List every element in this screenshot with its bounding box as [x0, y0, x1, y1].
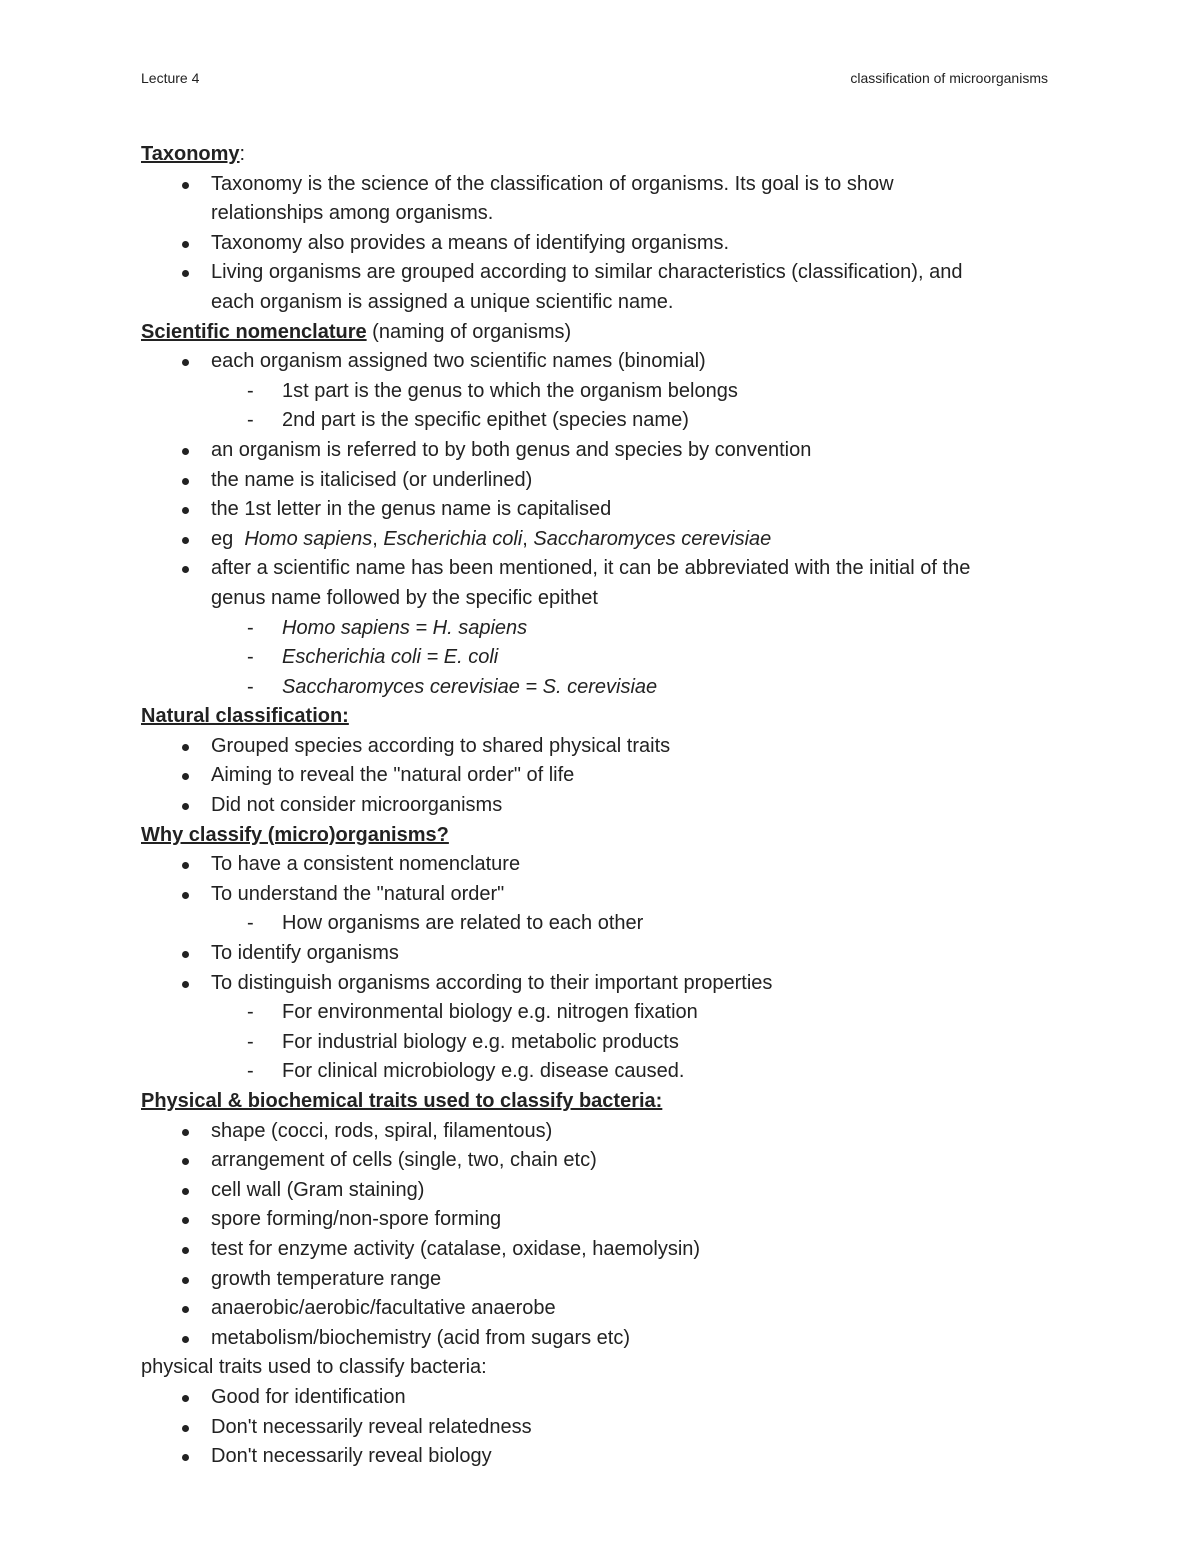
bullet-icon: [182, 1306, 189, 1313]
list-item: spore forming/non-spore forming: [141, 1205, 1056, 1235]
header-lecture: Lecture 4: [141, 70, 200, 86]
header-topic: classification of microorganisms: [850, 70, 1048, 86]
list-item: Taxonomy is the science of the classification of organisms. Its goal is to show: [141, 170, 1056, 200]
bullet-icon: [182, 744, 189, 751]
bullet-icon: [182, 951, 189, 958]
traits-heading: Physical & biochemical traits used to classify bacteria:: [141, 1090, 663, 1112]
natural-heading: Natural classification:: [141, 705, 349, 728]
bullet-icon: [182, 1247, 189, 1254]
list-item: To distinguish organisms according to their important properties: [141, 969, 1056, 999]
bullet-icon: [182, 241, 189, 248]
bullet-icon: [182, 1454, 189, 1461]
list-item: an organism is referred to by both genus and species by convention: [141, 436, 1056, 466]
bullet-icon: [182, 566, 189, 573]
dash-icon: -: [247, 616, 254, 639]
list-item: each organism assigned two scientific names (binomial): [141, 347, 1056, 377]
why-heading: Why classify (micro)organisms?: [141, 823, 449, 846]
taxonomy-heading: Taxonomy:: [141, 143, 246, 165]
list-item: anaerobic/aerobic/facultative anaerobe: [141, 1294, 1056, 1324]
dash-icon: -: [247, 912, 254, 935]
list-item-continuation: genus name followed by the specific epithet: [211, 586, 598, 609]
sub-list-item: - Escherichia coli = E. coli: [141, 643, 1056, 673]
list-item: Grouped species according to shared physical traits: [141, 732, 1056, 762]
sub-list-item: - Homo sapiens = H. sapiens: [141, 614, 1056, 644]
nomenclature-heading: Scientific nomenclature (naming of organisms): [141, 320, 572, 343]
bullet-icon: [182, 892, 189, 899]
dash-icon: -: [247, 646, 254, 669]
dash-icon: -: [247, 675, 254, 698]
list-item: Good for identification: [141, 1383, 1056, 1413]
dash-icon: -: [247, 379, 254, 402]
bullet-icon: [182, 270, 189, 277]
list-item: To identify organisms: [141, 939, 1056, 969]
list-item: test for enzyme activity (catalase, oxidase, haemolysin): [141, 1235, 1056, 1265]
document-body: [141, 140, 1056, 1472]
bullet-icon: [182, 182, 189, 189]
sub-list-item: - For industrial biology e.g. metabolic products: [141, 1028, 1056, 1058]
dash-icon: -: [247, 409, 254, 432]
list-item: Living organisms are grouped according to similar characteristics (classification), and: [141, 258, 1056, 288]
bullet-icon: [182, 773, 189, 780]
bullet-icon: [182, 1336, 189, 1343]
list-item-continuation: each organism is assigned a unique scientific name.: [211, 290, 674, 313]
list-item: after a scientific name has been mentioned, it can be abbreviated with the initial of the: [141, 554, 1056, 584]
list-item: Aiming to reveal the "natural order" of life: [141, 761, 1056, 791]
bullet-icon: [182, 803, 189, 810]
list-item: To have a consistent nomenclature: [141, 850, 1056, 880]
bullet-icon: [182, 1217, 189, 1224]
sub-list-item: - For clinical microbiology e.g. disease caused.: [141, 1057, 1056, 1087]
bullet-icon: [182, 448, 189, 455]
list-item-examples: eg Homo sapiens, Escherichia coli, Saccharomyces cerevisiae: [141, 525, 1056, 555]
list-item: arrangement of cells (single, two, chain etc): [141, 1146, 1056, 1176]
sub-list-item: - Saccharomyces cerevisiae = S. cerevisiae: [141, 673, 1056, 703]
list-item: Don't necessarily reveal relatedness: [141, 1413, 1056, 1443]
bullet-icon: [182, 981, 189, 988]
list-item: cell wall (Gram staining): [141, 1176, 1056, 1206]
physical-intro: physical traits used to classify bacteria:: [141, 1356, 487, 1379]
list-item: Did not consider microorganisms: [141, 791, 1056, 821]
dash-icon: -: [247, 1001, 254, 1024]
bullet-icon: [182, 1158, 189, 1165]
list-item: growth temperature range: [141, 1265, 1056, 1295]
bullet-icon: [182, 1277, 189, 1284]
dash-icon: -: [247, 1060, 254, 1083]
list-item: Don't necessarily reveal biology: [141, 1442, 1056, 1472]
list-item: Taxonomy also provides a means of identifying organisms.: [141, 229, 1056, 259]
list-item: the 1st letter in the genus name is capitalised: [141, 495, 1056, 525]
bullet-icon: [182, 1395, 189, 1402]
bullet-icon: [182, 862, 189, 869]
bullet-icon: [182, 359, 189, 366]
bullet-icon: [182, 507, 189, 514]
sub-list-item: - 1st part is the genus to which the organism belongs: [141, 377, 1056, 407]
bullet-icon: [182, 537, 189, 544]
list-item-continuation: relationships among organisms.: [211, 202, 494, 225]
bullet-icon: [182, 478, 189, 485]
bullet-icon: [182, 1188, 189, 1195]
list-item: metabolism/biochemistry (acid from sugars etc): [141, 1324, 1056, 1354]
bullet-icon: [182, 1129, 189, 1136]
list-item: shape (cocci, rods, spiral, filamentous): [141, 1117, 1056, 1147]
dash-icon: -: [247, 1030, 254, 1053]
sub-list-item: - For environmental biology e.g. nitrogen fixation: [141, 998, 1056, 1028]
list-item: the name is italicised (or underlined): [141, 466, 1056, 496]
list-item: To understand the "natural order": [141, 880, 1056, 910]
sub-list-item: - How organisms are related to each other: [141, 909, 1056, 939]
sub-list-item: - 2nd part is the specific epithet (species name): [141, 406, 1056, 436]
bullet-icon: [182, 1425, 189, 1432]
